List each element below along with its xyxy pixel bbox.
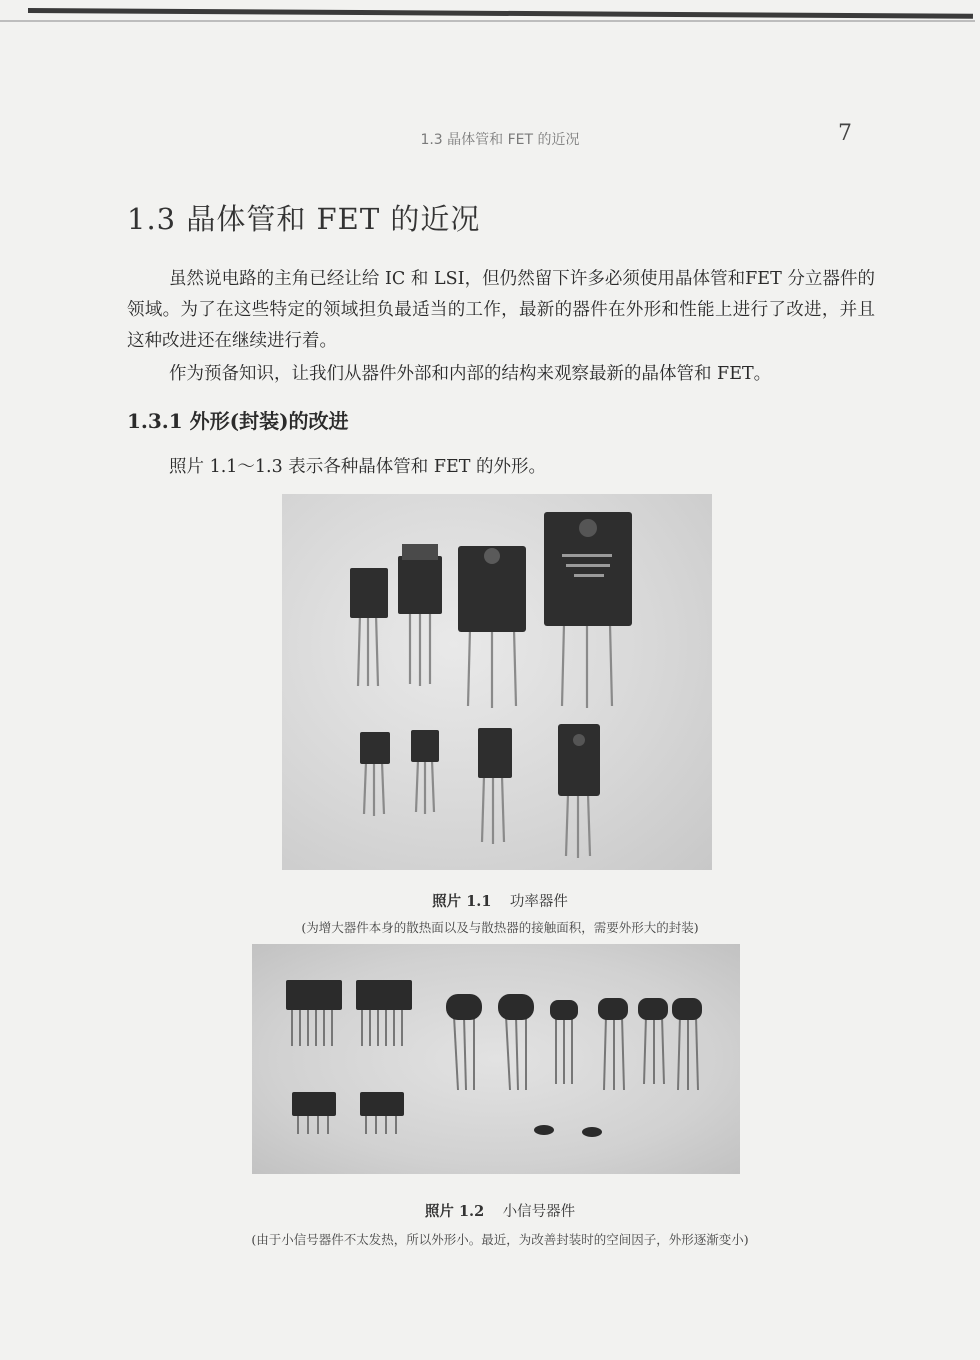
figure1-title: 功率器件 [509, 894, 568, 910]
page-top-shadow [0, 20, 975, 22]
section-title: 1.3 晶体管和 FET 的近况 [127, 202, 481, 236]
body-paragraph-2: 作为预备知识，让我们从器件外部和内部的结构来观察最新的晶体管和 FET。 [169, 364, 772, 384]
body-paragraph-1: 虽然说电路的主角已经让给 IC 和 LSI，但仍然留下许多必须使用晶体管和FET 分立器件的领域。为了在这些特定的领域担负最适当的工作，最新的器件在外形和性能上进行了改进，并且这种改进还在继续进行着。 [127, 269, 875, 351]
figure2-note: (由于小信号器件不太发热，所以外形小。最近，为改善封装时的空间因子，外形逐渐变小) [251, 1232, 749, 1247]
figure2-caption [0, 1200, 980, 1221]
figure1-note: (为增大器件本身的散热面以及与散热器的接触面积，需要外形大的封装) [301, 920, 699, 935]
figure2-label: 照片 1.2 [424, 1203, 485, 1220]
subsection-title: 1.3.1 外形(封装)的改进 [127, 409, 349, 433]
subsection-intro: 照片 1.1～1.3 表示各种晶体管和 FET 的外形。 [169, 457, 547, 477]
figure1-label: 照片 1.1 [432, 893, 492, 910]
page-top-border [28, 8, 973, 19]
page-number: 7 [838, 121, 852, 146]
photo-power-devices [282, 494, 712, 870]
figure1-caption [0, 890, 980, 911]
figure2-title: 小信号器件 [502, 1204, 576, 1220]
photo-small-signal-devices [252, 944, 740, 1174]
running-head: 1.3 晶体管和 FET 的近况 [420, 132, 580, 148]
